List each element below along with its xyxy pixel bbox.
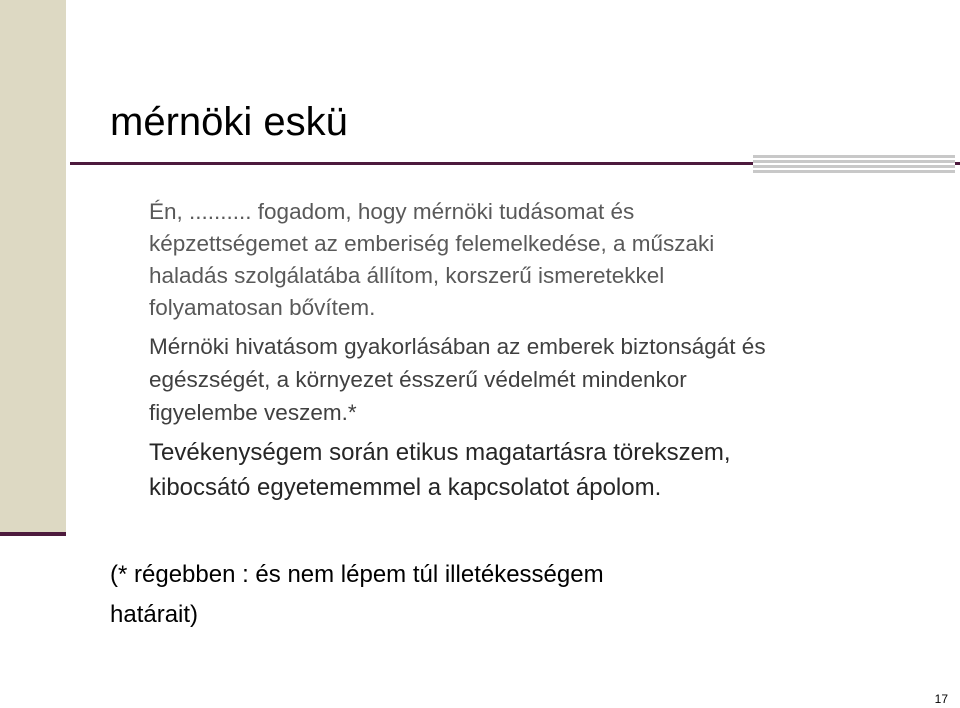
footnote <box>110 555 604 635</box>
side-decoration-rule <box>0 532 66 536</box>
text-line: Én, .......... fogadom, hogy mérnöki tudásomat és <box>149 199 635 224</box>
footnote-line: (* régebben : és nem lépem túl illetékességem <box>110 561 604 588</box>
footnote-line: határait) <box>110 601 199 628</box>
side-decoration-bar <box>0 0 66 536</box>
oath-paragraph-2 <box>149 330 939 429</box>
text-line: Mérnöki hivatásom gyakorlásában az emberek biztonságát és <box>149 334 766 359</box>
oath-text <box>149 196 939 505</box>
text-line: haladás szolgálatába állítom, korszerű ismeretekkel <box>149 263 665 288</box>
title-accent-stripes <box>753 155 955 175</box>
slide-title: mérnöki eskü <box>110 100 348 144</box>
text-line: Tevékenységem során etikus magatartásra törekszem, <box>149 439 731 466</box>
text-line: kibocsátó egyetememmel a kapcsolatot ápolom. <box>149 474 662 501</box>
text-line: folyamatosan bővítem. <box>149 295 376 320</box>
oath-paragraph-3 <box>149 435 939 505</box>
text-line: képzettségemet az emberiség felemelkedése, a műszaki <box>149 231 715 256</box>
text-line: egészségét, a környezet ésszerű védelmét mindenkor <box>149 367 687 392</box>
text-line: figyelembe veszem.* <box>149 400 357 425</box>
oath-paragraph-1 <box>149 196 939 324</box>
page-number: 17 <box>934 692 948 706</box>
